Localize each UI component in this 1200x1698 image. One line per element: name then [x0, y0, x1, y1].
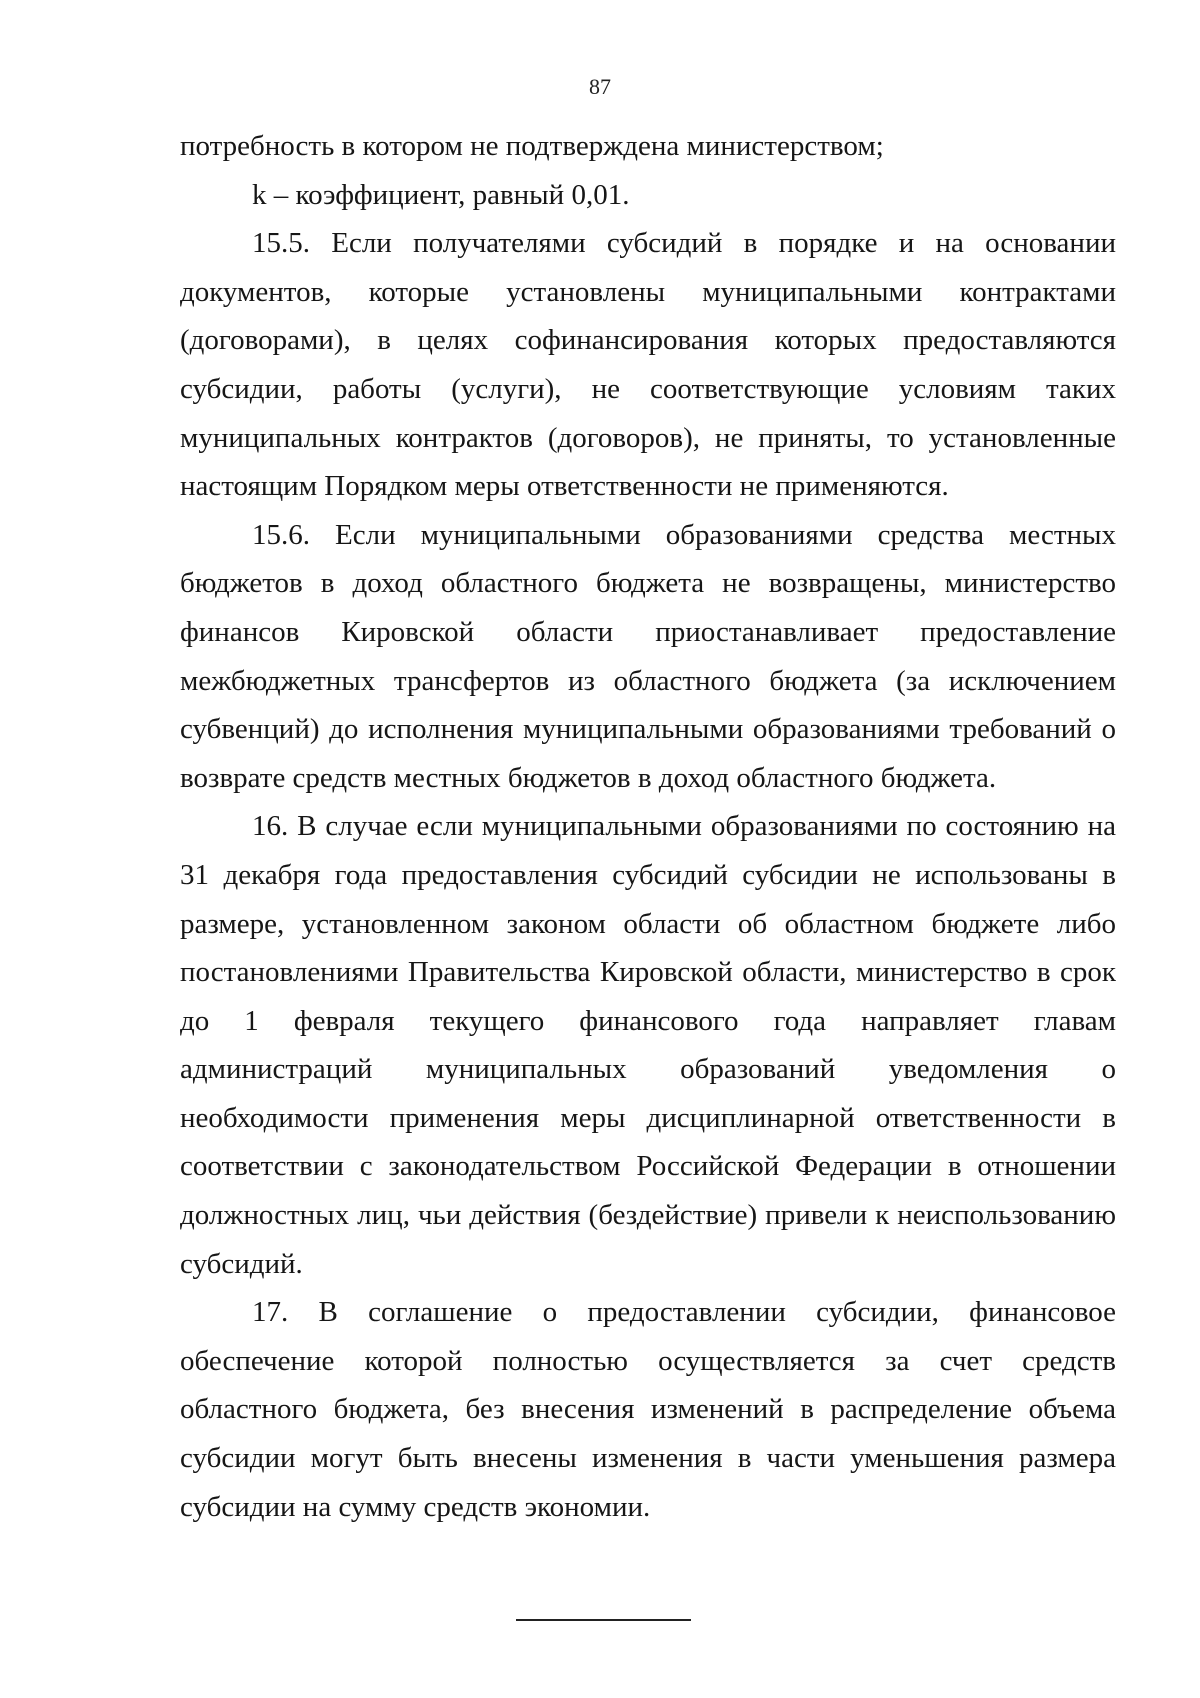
- paragraph-15-5: 15.5. Если получателями субсидий в порядке и на основании документов, которые установлены муниципальными контрактами (договорами), в целях софинансирования которых предоставляются субсидии, работы (услуги), не соответствующие условиям таких муниципальных контрактов (договоров), не приняты, то установленные настоящим Порядком меры ответственности не применяются.: [180, 227, 1116, 503]
- paragraph-17: 17. В соглашение о предоставлении субсидии, финансовое обеспечение которой полностью осуществляется за счет средств областного бюджета, без внесения изменений в распределение объема субсидии могут быть внесены изменения в части уменьшения размера субсидии на сумму средств экономии.: [180, 1296, 1116, 1523]
- document-body: [180, 122, 1116, 1531]
- paragraph-16: 16. В случае если муниципальными образованиями по состоянию на 31 декабря года предоставления субсидий субсидии не использованы в размере, установленном законом области об областном бюджете либо постановлениями Правительства Кировской области, министерство в срок до 1 февраля текущего финансового года направляет главам администраций муниципальных образований уведомления о необходимости применения меры дисциплинарной ответственности в соответствии с законодательством Российской Федерации в отношении должностных лиц, чьи действия (бездействие) привели к неиспользованию субсидий.: [180, 810, 1116, 1280]
- page-number: 87: [589, 74, 611, 99]
- end-of-text-rule: [516, 1619, 691, 1621]
- paragraph-15-6: 15.6. Если муниципальными образованиями средства местных бюджетов в доход областного бюджета не возвращены, министерство финансов Кировской области приостанавливает предоставление межбюджетных трансфертов из областного бюджета (за исключением субвенций) до исполнения муниципальными образованиями требований о возврате средств местных бюджетов в доход областного бюджета.: [180, 518, 1116, 794]
- paragraph-continuation: потребность в котором не подтверждена министерством;: [180, 130, 884, 162]
- paragraph-coefficient: k – коэффициент, равный 0,01.: [252, 178, 630, 211]
